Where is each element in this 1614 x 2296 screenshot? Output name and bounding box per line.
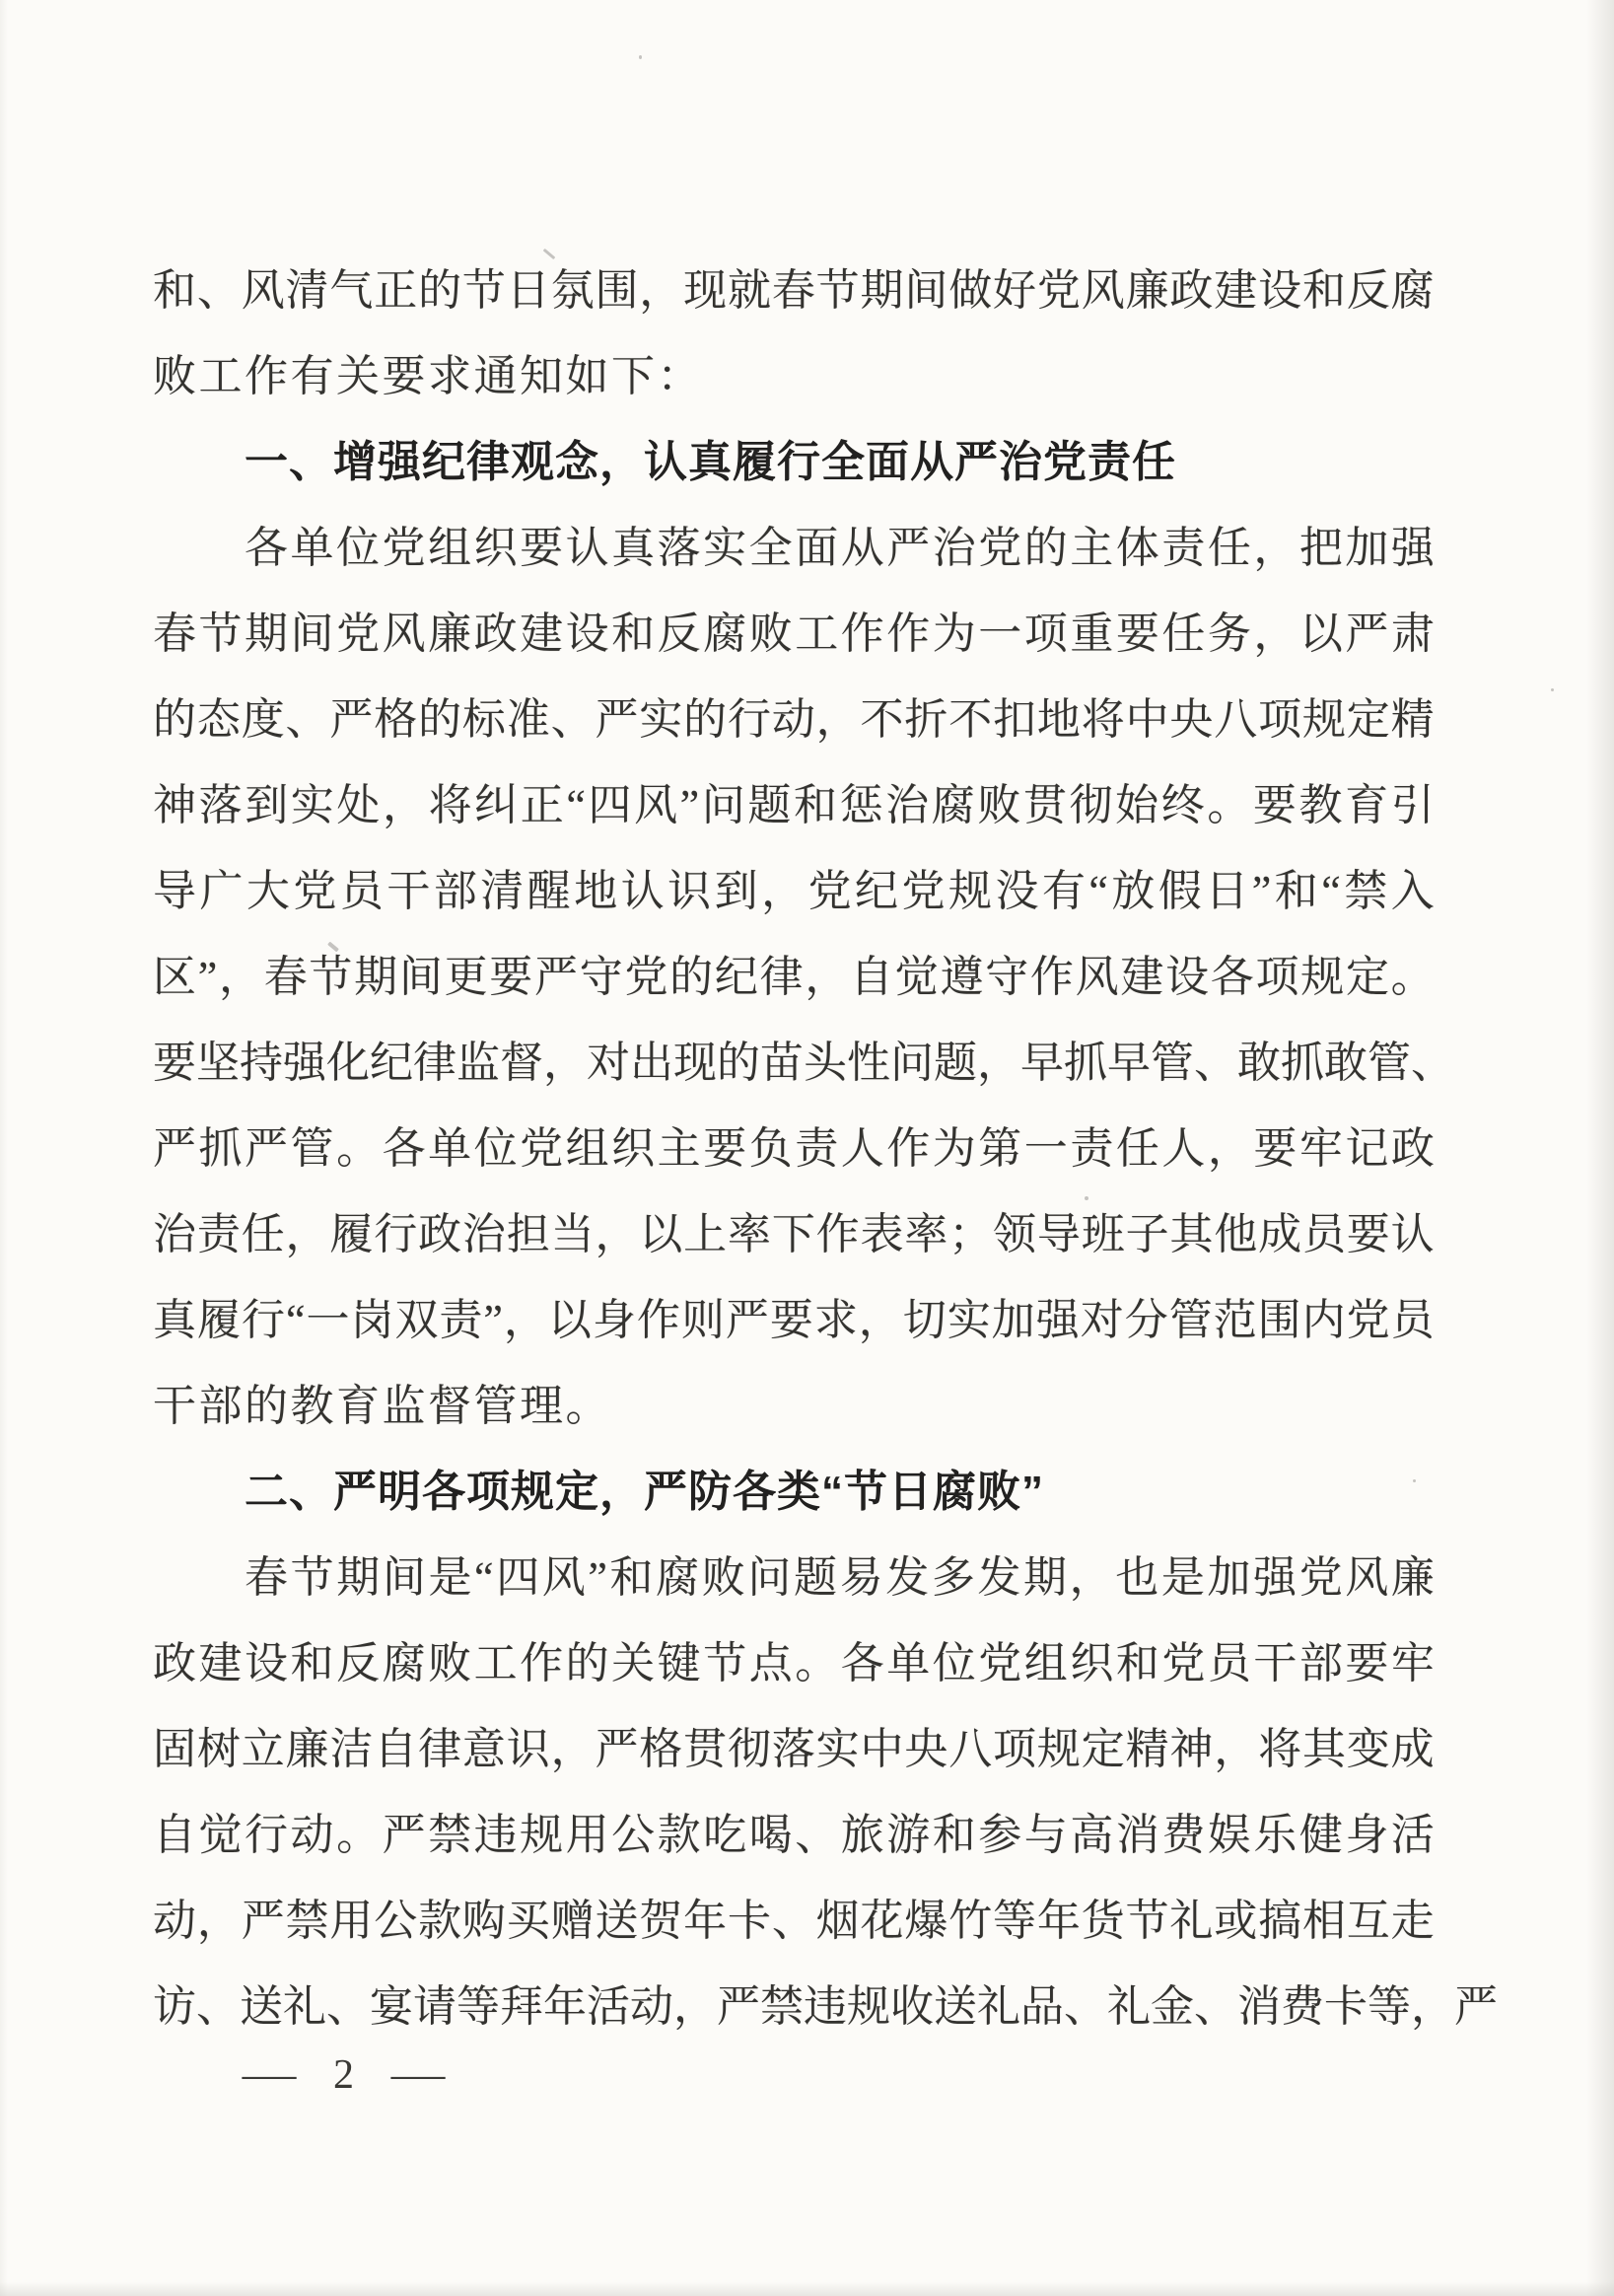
text-line: 导 广 大 党 员 干 部 清 醒 地 认 识 到 ， 党 纪 党 规 没 有 “ 放 假 日 ” 和 “ 禁 入 bbox=[153, 866, 1435, 915]
scan-speck bbox=[639, 55, 642, 59]
section-heading: 一、增强纪律观念，认真履行全面从严治党责任 bbox=[245, 437, 1176, 486]
text-line: 神 落 到 实 处 ， 将 纠 正 “ 四 风 ” 问 题 和 惩 治 腐 败 贯 彻 始 终 。 要 教 育 引 bbox=[153, 780, 1435, 829]
scan-edge-left bbox=[0, 0, 8, 2296]
text-line: 干部的教育监督管理。 bbox=[153, 1381, 611, 1430]
text-line: 严 抓 严 管 。 各 单 位 党 组 织 主 要 负 责 人 作 为 第 一 责 任 人 ， 要 牢 记 政 bbox=[153, 1123, 1435, 1173]
text-line: 要 坚 持 强 化 纪 律 监 督 ， 对 出 现 的 苗 头 性 问 题 ， 早 抓 早 管 、 敢 抓 敢 管 、 bbox=[153, 1038, 1454, 1087]
footer-number: 2 bbox=[333, 2052, 354, 2098]
section-heading: 二、严明各项规定，严防各类“节日腐败” bbox=[245, 1467, 1044, 1516]
text-line: 区 ” ， 春 节 期 间 更 要 严 守 党 的 纪 律 ， 自 觉 遵 守 作 风 建 设 各 项 规 定 。 bbox=[153, 952, 1435, 1001]
text-line: 政 建 设 和 反 腐 败 工 作 的 关 键 节 点 。 各 单 位 党 组 织 和 党 员 干 部 要 牢 bbox=[153, 1638, 1435, 1687]
document-text-block bbox=[153, 248, 1498, 2049]
text-line: 的 态 度 、 严 格 的 标 准 、 严 实 的 行 动 ， 不 折 不 扣 地 将 中 央 八 项 规 定 精 bbox=[153, 694, 1435, 744]
text-line: 治 责 任 ， 履 行 政 治 担 当 ， 以 上 率 下 作 表 率 ； 领 导 班 子 其 他 成 员 要 认 bbox=[153, 1209, 1435, 1258]
text-line: 春 节 期 间 党 风 廉 政 建 设 和 反 腐 败 工 作 作 为 一 项 重 要 任 务 ， 以 严 肃 bbox=[153, 609, 1435, 658]
text-line: 自 觉 行 动 。 严 禁 违 规 用 公 款 吃 喝 、 旅 游 和 参 与 高 消 费 娱 乐 健 身 活 bbox=[153, 1810, 1435, 1859]
text-line: 和 、 风 清 气 正 的 节 日 氛 围 ， 现 就 春 节 期 间 做 好 党 风 廉 政 建 设 和 反 腐 bbox=[153, 265, 1435, 315]
scan-edge-bottom bbox=[0, 2282, 1614, 2296]
text-line: 动 ， 严 禁 用 公 款 购 买 赠 送 贺 年 卡 、 烟 花 爆 竹 等 年 货 节 礼 或 搞 相 互 走 bbox=[153, 1896, 1435, 1945]
text-line: 固 树 立 廉 洁 自 律 意 识 ， 严 格 贯 彻 落 实 中 央 八 项 规 定 精 神 ， 将 其 变 成 bbox=[153, 1724, 1435, 1773]
page-number bbox=[242, 2051, 446, 2099]
footer-right-dash: — bbox=[390, 2052, 446, 2098]
scan-speck bbox=[1413, 1479, 1416, 1482]
footer-left-dash: — bbox=[242, 2052, 297, 2098]
text-line: 访 、 送 礼 、 宴 请 等 拜 年 活 动 ， 严 禁 违 规 收 送 礼 品 、 礼 金 、 消 费 卡 等 ， 严 bbox=[153, 1981, 1498, 2031]
text-line: 真 履 行 “ 一 岗 双 责 ” ， 以 身 作 则 严 要 求 ， 切 实 加 强 对 分 管 范 围 内 党 员 bbox=[153, 1295, 1435, 1344]
text-line: 春 节 期 间 是 “ 四 风 ” 和 腐 败 问 题 易 发 多 发 期 ， 也 是 加 强 党 风 廉 bbox=[245, 1552, 1435, 1602]
scan-speck bbox=[1551, 688, 1554, 691]
text-line: 败工作有关要求通知如下： bbox=[153, 351, 703, 400]
scan-edge-right bbox=[1586, 0, 1614, 2296]
text-line: 各 单 位 党 组 织 要 认 真 落 实 全 面 从 严 治 党 的 主 体 责 任 ， 把 加 强 bbox=[245, 523, 1435, 572]
scan-speck bbox=[1085, 1196, 1088, 1200]
